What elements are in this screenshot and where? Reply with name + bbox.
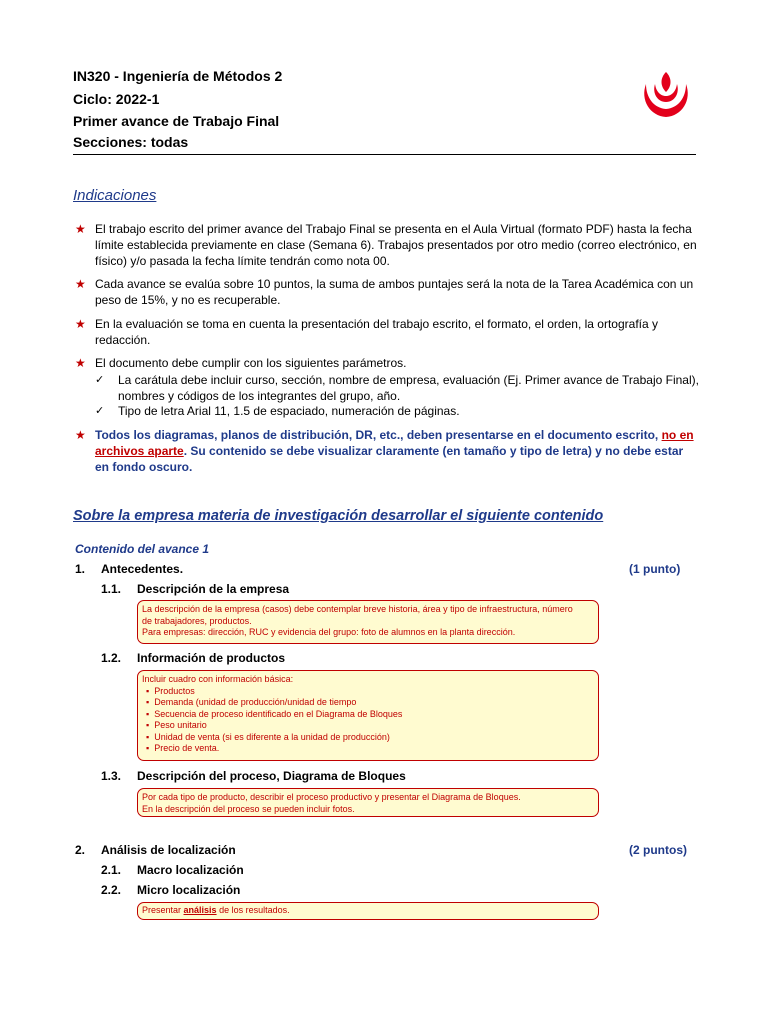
subitem-number: 1.2.: [101, 651, 122, 665]
indicacion-5-part1: Todos los diagramas, planos de distribución, DR, etc., deben presentarse en el documento escrito,: [95, 428, 662, 442]
note-bullets: [142, 686, 594, 755]
indicacion-5-part3: . Su contenido se debe visualizar claramente (en tamaño y tipo de letra) y no debe estar en fondo oscuro.: [95, 444, 684, 474]
parametro-1: La carátula debe incluir curso, sección, nombre de empresa, evaluación (Ej. Primer avance de Trabajo Final), nombres y códigos de los integrantes del grupo, año.: [118, 373, 699, 403]
item-number: 2.: [75, 843, 86, 857]
parametro-2: Tipo de letra Arial 11, 1.5 de espaciado, numeración de páginas.: [118, 404, 460, 418]
note-line: Por cada tipo de producto, describir el proceso productivo y presentar el Diagrama de Bloques.: [142, 792, 521, 802]
note-box: [137, 902, 599, 920]
upc-logo-icon: [638, 70, 694, 120]
subitem-title: Descripción de la empresa: [137, 582, 290, 596]
course-title: IN320 - Ingeniería de Métodos 2: [73, 68, 283, 84]
subitem-title: Macro localización: [137, 863, 244, 877]
note-bullet: ▪ Secuencia de proceso identificado en el Diagrama de Bloques: [142, 709, 594, 721]
sections-label: Secciones: todas: [73, 134, 189, 150]
subitem-number: 2.1.: [101, 863, 122, 877]
star-bullet-icon: ★: [75, 317, 86, 331]
note-box: [137, 600, 599, 644]
note-line: En la descripción del proceso se pueden incluir fotos.: [142, 803, 355, 814]
note-bullet: ▪ Demanda (unidad de producción/unidad de tiempo: [142, 697, 594, 709]
assignment-title: Primer avance de Trabajo Final: [73, 113, 280, 129]
header-divider: [73, 154, 696, 155]
note-pre: Presentar: [142, 905, 184, 915]
subitem-number: 1.3.: [101, 769, 122, 783]
note-bullet: ▪ Precio de venta.: [142, 743, 594, 755]
note-emphasis: análisis: [183, 905, 217, 915]
note-box: [137, 670, 599, 761]
subitem-title: Micro localización: [137, 883, 241, 897]
star-bullet-icon: ★: [75, 428, 86, 442]
note-bullet: ▪ Productos: [142, 686, 594, 698]
item-points: (1 punto): [629, 562, 681, 576]
check-icon: ✓: [95, 374, 105, 386]
indicacion-4: El documento debe cumplir con los siguientes parámetros.: [95, 356, 407, 370]
note-line: La descripción de la empresa (casos) debe contemplar breve historia, área y tipo de infraestructura, número: [142, 604, 573, 614]
note-post: de los resultados.: [216, 905, 290, 915]
subitem-number: 2.2.: [101, 883, 122, 897]
star-bullet-icon: ★: [75, 222, 86, 236]
item-points: (2 puntos): [629, 843, 687, 857]
note-box: [137, 788, 599, 817]
subitem-title: Información de productos: [137, 651, 286, 665]
indicacion-3: En la evaluación se toma en cuenta la presentación del trabajo escrito, el formato, el orden, la ortografía y redacción.: [95, 317, 658, 347]
star-bullet-icon: ★: [75, 356, 86, 370]
item-title: Análisis de localización: [101, 843, 236, 857]
indicacion-1: El trabajo escrito del primer avance del Trabajo Final se presenta en el Aula Virtual (formato PDF) hasta la fecha límite establecida previamente en clase (Semana 6). Trabajos presentados por otro medio (correo electrónico, en físico) y/o pasada la fecha límite tendrán como nota 00.: [95, 222, 697, 268]
indicacion-2: Cada avance se evalúa sobre 10 puntos, la suma de ambos puntajes será la nota de la Tarea Académica con un peso de 15%, y no es recuperable.: [95, 277, 694, 307]
subitem-title: Descripción del proceso, Diagrama de Bloques: [137, 769, 406, 783]
note-bullet: ▪ Peso unitario: [142, 720, 594, 732]
note-line: de trabajadores, productos.: [142, 615, 252, 626]
item-title: Antecedentes.: [101, 562, 184, 576]
cycle-label: Ciclo: 2022-1: [73, 91, 160, 107]
indicacion-5-emphasis: no en archivos aparte: [95, 428, 694, 458]
note-bullet: ▪ Unidad de venta (si es diferente a la unidad de producción): [142, 732, 594, 744]
indicaciones-heading: Indicaciones: [73, 187, 157, 204]
note-line: Incluir cuadro con información básica:: [142, 674, 294, 684]
subitem-number: 1.1.: [101, 582, 122, 596]
note-line: Para empresas: dirección, RUC y evidencia del grupo: foto de alumnos en la planta dirección.: [142, 627, 516, 637]
content-heading: Contenido del avance 1: [75, 542, 210, 556]
check-icon: ✓: [95, 405, 105, 417]
indicacion-5: [95, 427, 700, 475]
section-heading: Sobre la empresa materia de investigación desarrollar el siguiente contenido: [73, 508, 604, 524]
item-number: 1.: [75, 562, 86, 576]
star-bullet-icon: ★: [75, 277, 86, 291]
